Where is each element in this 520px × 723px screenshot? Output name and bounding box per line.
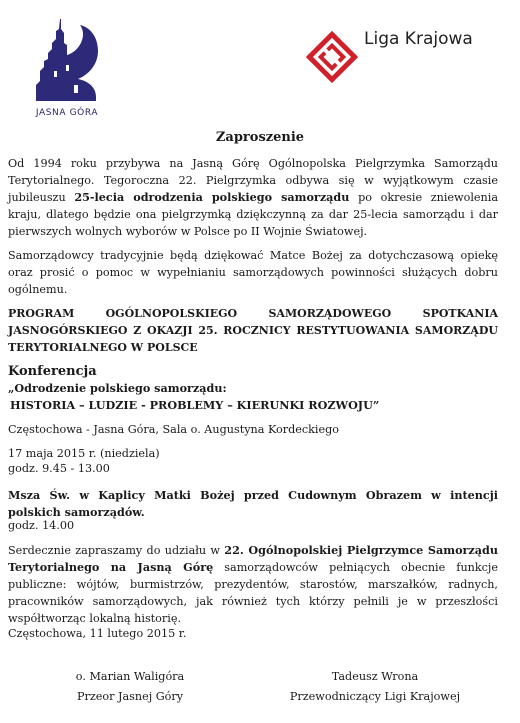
signature-left-name: o. Marian Waligóra [75, 670, 185, 683]
konferencja-title-line1: „Odrodzenie polskiego samorządu: [8, 381, 227, 395]
invite-bold: 22. Ogólnopolskiej Pielgrzymce Samorządu Terytorialnego na Jasną Górę [8, 543, 498, 574]
second-paragraph: Samorządowcy tradycyjnie będą dziękować Matce Bożej za dotychczasową opiekę oraz prosić o pomoc w wypełnianiu samorządowych powinności służących dobru ogólnemu. [8, 249, 498, 296]
signature-left-role: Przeor Jasnej Góry [76, 690, 184, 703]
invite-text-2: samorządowców pełniących obecnie funkcje publiczne: wójtów, burmistrzów, prezydentów, starostów, marszałków, radnych, pracowników samorządowych, jak również tych którzy pełnili je w przeszłości współtworząc lokalną historię. [8, 561, 498, 625]
intro-text-2: po okresie zniewolenia kraju, dlatego będzie ona pielgrzymką dziękczynną za dar 25-lecia samorządu i dar pierwszych wolnych wyborów w Polsce po II Wojnie Światowej. [8, 191, 498, 238]
intro-bold: 25-lecia odrodzenia polskiego samorządu [74, 190, 350, 204]
konferencja-title-line2: HISTORIA – LUDZIE - PROBLEMY – KIERUNKI ROZWOJU” [10, 398, 380, 412]
place-date: Częstochowa, 11 lutego 2015 r. [8, 627, 187, 640]
msza-time: godz. 14.00 [8, 519, 75, 532]
liga-krajowa-caption: Liga Krajowa [364, 29, 473, 49]
konferencja-label: Konferencja [8, 364, 97, 379]
jasna-gora-caption: JASNA GÓRA [35, 108, 99, 118]
signature-right-role: Przewodniczący Ligi Krajowej [289, 690, 461, 703]
konferencja-location: Częstochowa - Jasna Góra, Sala o. Augustyna Kordeckiego [8, 423, 340, 436]
invite-paragraph [8, 542, 498, 627]
jasna-gora-monastery-icon [30, 15, 104, 105]
liga-krajowa-logo [302, 25, 502, 95]
intro-paragraph [8, 155, 498, 240]
jasna-gora-logo [22, 15, 112, 125]
page-title: Zaproszenie [215, 130, 305, 145]
msza-text: Msza Św. w Kaplicy Matki Bożej przed Cudownym Obrazem w intencji polskich samorządów. [8, 488, 498, 519]
signature-right-name: Tadeusz Wrona [331, 670, 419, 683]
program-heading: PROGRAM OGÓLNOPOLSKIEGO SAMORZĄDOWEGO SPOTKANIA JASNOGÓRSKIEGO Z OKAZJI 25. ROCZNICY RESTYTUOWANIA SAMORZĄDU TERYTORIALNEGO W POLSCE [8, 307, 498, 354]
konferencja-date: 17 maja 2015 r. (niedziela) [8, 447, 160, 460]
konferencja-time: godz. 9.45 - 13.00 [8, 462, 110, 475]
intro-text-1: Od 1994 roku przybywa na Jasną Górę Ogólnopolska Pielgrzymka Samorządu Terytorialnego. Tegoroczna 22. Pielgrzymka odbywa się w wyjątkowym czasie jubileuszu [8, 157, 498, 204]
invite-text-1: Serdecznie zapraszamy do udziału w [8, 544, 225, 557]
liga-krajowa-logo-icon [302, 27, 362, 87]
